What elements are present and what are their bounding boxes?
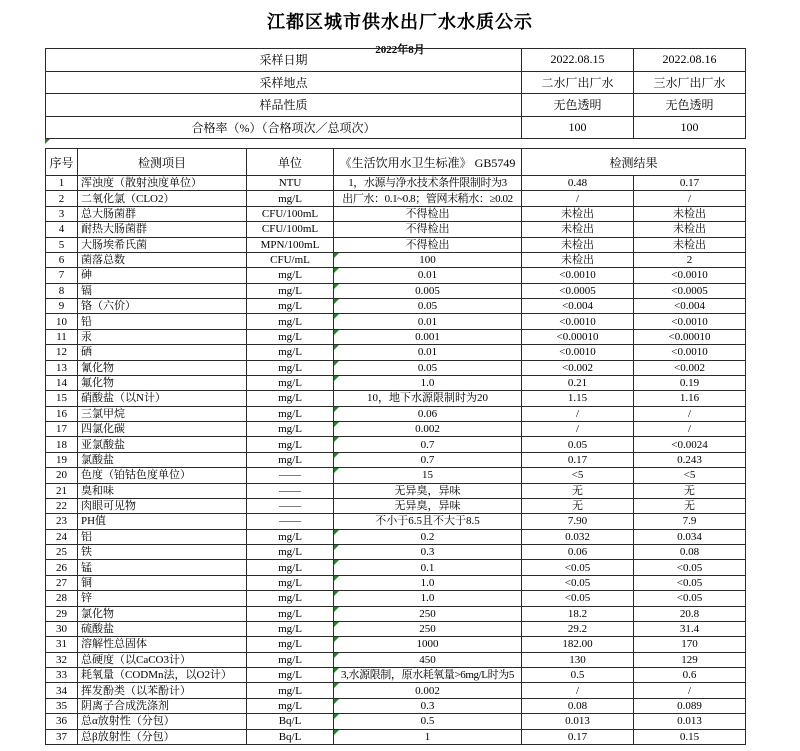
- sampling-summary-table: [45, 48, 746, 139]
- summary-value-plant2: 无色透明: [522, 94, 634, 117]
- unit: mg/L: [247, 375, 334, 390]
- test-item: 氰化物: [78, 360, 247, 375]
- test-item: 耗氧量（CODMn法，以O2计）: [78, 668, 247, 683]
- table-row: [46, 483, 746, 498]
- unit: ——: [247, 498, 334, 513]
- table-row: [46, 498, 746, 513]
- test-item: 铜: [78, 575, 247, 590]
- header-index: 序号: [46, 149, 78, 176]
- unit: ——: [247, 468, 334, 483]
- unit: mg/L: [247, 575, 334, 590]
- standard-limit: 3,水源限制，原水耗氧量>6mg/L时为5: [334, 668, 522, 683]
- summary-value-plant3: 无色透明: [634, 94, 746, 117]
- unit: Bq/L: [247, 729, 334, 744]
- unit: mg/L: [247, 422, 334, 437]
- summary-row: [46, 94, 746, 117]
- standard-limit: 0.005: [334, 283, 522, 298]
- result-plant2: <0.0010: [522, 345, 634, 360]
- result-plant2: 0.06: [522, 545, 634, 560]
- result-plant2: 0.08: [522, 698, 634, 713]
- standard-limit: 15: [334, 468, 522, 483]
- unit: mg/L: [247, 529, 334, 544]
- standard-limit: 不小于6.5且不大于8.5: [334, 514, 522, 529]
- result-plant2: 无: [522, 498, 634, 513]
- summary-value-plant2: 100: [522, 116, 634, 139]
- result-plant2: <0.0005: [522, 283, 634, 298]
- result-plant3: /: [634, 422, 746, 437]
- test-item: 铝: [78, 529, 247, 544]
- test-item: 总β放射性（分包）: [78, 729, 247, 744]
- result-plant3: 0.19: [634, 375, 746, 390]
- header-standard: 《生活饮用水卫生标准》 GB5749: [334, 149, 522, 176]
- result-plant2: <0.0010: [522, 314, 634, 329]
- standard-limit: 不得检出: [334, 206, 522, 221]
- result-plant3: <0.0010: [634, 345, 746, 360]
- row-index: 25: [46, 545, 78, 560]
- table-row: [46, 452, 746, 467]
- row-index: 34: [46, 683, 78, 698]
- standard-limit: 250: [334, 621, 522, 636]
- unit: mg/L: [247, 329, 334, 344]
- test-item: 总α放射性（分包）: [78, 714, 247, 729]
- table-row: [46, 252, 746, 267]
- result-plant2: <0.00010: [522, 329, 634, 344]
- test-item: 浑浊度（散射浊度单位）: [78, 176, 247, 191]
- unit: mg/L: [247, 668, 334, 683]
- table-row: [46, 683, 746, 698]
- result-plant2: <0.05: [522, 591, 634, 606]
- test-item: 硫酸盐: [78, 621, 247, 636]
- standard-limit: 0.7: [334, 437, 522, 452]
- result-plant2: 0.5: [522, 668, 634, 683]
- result-plant2: /: [522, 406, 634, 421]
- result-plant3: <5: [634, 468, 746, 483]
- table-row: [46, 329, 746, 344]
- summary-row: [46, 71, 746, 94]
- standard-limit: 0.002: [334, 683, 522, 698]
- unit: CFU/100mL: [247, 222, 334, 237]
- row-index: 10: [46, 314, 78, 329]
- unit: MPN/100mL: [247, 237, 334, 252]
- results-header-row: [46, 149, 746, 176]
- table-row: [46, 206, 746, 221]
- row-index: 24: [46, 529, 78, 544]
- table-row: [46, 606, 746, 621]
- test-item: 汞: [78, 329, 247, 344]
- row-index: 32: [46, 652, 78, 667]
- result-plant3: 无: [634, 498, 746, 513]
- standard-limit: 0.06: [334, 406, 522, 421]
- test-item: 菌落总数: [78, 252, 247, 267]
- unit: mg/L: [247, 268, 334, 283]
- result-plant3: <0.05: [634, 560, 746, 575]
- test-item: 二氧化氯（CLO2）: [78, 191, 247, 206]
- table-row: [46, 391, 746, 406]
- result-plant2: 18.2: [522, 606, 634, 621]
- test-item: 溶解性总固体: [78, 637, 247, 652]
- standard-limit: 不得检出: [334, 222, 522, 237]
- result-plant3: /: [634, 191, 746, 206]
- unit: mg/L: [247, 591, 334, 606]
- test-item: 亚氯酸盐: [78, 437, 247, 452]
- result-plant3: 0.243: [634, 452, 746, 467]
- result-plant2: 未检出: [522, 252, 634, 267]
- row-index: 4: [46, 222, 78, 237]
- result-plant2: /: [522, 683, 634, 698]
- unit: mg/L: [247, 299, 334, 314]
- table-row: [46, 345, 746, 360]
- result-plant2: /: [522, 422, 634, 437]
- table-row: [46, 714, 746, 729]
- result-plant2: <0.002: [522, 360, 634, 375]
- row-index: 3: [46, 206, 78, 221]
- summary-label: 采样地点: [46, 71, 522, 94]
- unit: CFU/100mL: [247, 206, 334, 221]
- test-item: 大肠埃希氏菌: [78, 237, 247, 252]
- row-index: 12: [46, 345, 78, 360]
- test-item: 阴离子合成洗涤剂: [78, 698, 247, 713]
- standard-limit: 0.3: [334, 698, 522, 713]
- standard-limit: 0.01: [334, 268, 522, 283]
- result-plant3: 未检出: [634, 222, 746, 237]
- unit: mg/L: [247, 452, 334, 467]
- result-plant2: 0.48: [522, 176, 634, 191]
- unit: ——: [247, 514, 334, 529]
- result-plant2: <0.05: [522, 560, 634, 575]
- test-results-table: [45, 148, 746, 745]
- result-plant2: <0.004: [522, 299, 634, 314]
- summary-label: 合格率（%）（合格项次／总项次）: [46, 116, 522, 139]
- table-row: [46, 529, 746, 544]
- row-index: 16: [46, 406, 78, 421]
- table-row: [46, 222, 746, 237]
- result-plant3: 0.013: [634, 714, 746, 729]
- standard-limit: 0.01: [334, 345, 522, 360]
- result-plant3: /: [634, 406, 746, 421]
- standard-limit: 1.0: [334, 375, 522, 390]
- test-item: 肉眼可见物: [78, 498, 247, 513]
- row-index: 9: [46, 299, 78, 314]
- summary-row: [46, 116, 746, 139]
- table-row: [46, 437, 746, 452]
- result-plant2: 0.21: [522, 375, 634, 390]
- table-row: [46, 652, 746, 667]
- result-plant2: 0.013: [522, 714, 634, 729]
- row-index: 33: [46, 668, 78, 683]
- row-index: 20: [46, 468, 78, 483]
- row-index: 5: [46, 237, 78, 252]
- summary-label: 样品性质: [46, 94, 522, 117]
- test-item: 色度（铂钴色度单位）: [78, 468, 247, 483]
- unit: mg/L: [247, 652, 334, 667]
- result-plant3: 2: [634, 252, 746, 267]
- test-item: 三氯甲烷: [78, 406, 247, 421]
- unit: Bq/L: [247, 714, 334, 729]
- table-row: [46, 406, 746, 421]
- standard-limit: 无异臭，异味: [334, 483, 522, 498]
- row-index: 2: [46, 191, 78, 206]
- standard-limit: 不得检出: [334, 237, 522, 252]
- standard-limit: 100: [334, 252, 522, 267]
- standard-limit: 10，地下水源限制时为20: [334, 391, 522, 406]
- result-plant3: 20.8: [634, 606, 746, 621]
- result-plant2: 0.05: [522, 437, 634, 452]
- result-plant3: 0.089: [634, 698, 746, 713]
- unit: NTU: [247, 176, 334, 191]
- result-plant3: <0.05: [634, 591, 746, 606]
- result-plant3: <0.002: [634, 360, 746, 375]
- header-item: 检测项目: [78, 149, 247, 176]
- table-row: [46, 360, 746, 375]
- unit: CFU/mL: [247, 252, 334, 267]
- result-plant3: 0.15: [634, 729, 746, 744]
- test-item: 铅: [78, 314, 247, 329]
- standard-limit: 0.05: [334, 299, 522, 314]
- test-item: 四氯化碳: [78, 422, 247, 437]
- row-index: 23: [46, 514, 78, 529]
- row-index: 17: [46, 422, 78, 437]
- table-row: [46, 560, 746, 575]
- row-index: 36: [46, 714, 78, 729]
- standard-limit: 0.01: [334, 314, 522, 329]
- result-plant3: 31.4: [634, 621, 746, 636]
- standard-limit: 0.7: [334, 452, 522, 467]
- result-plant2: 130: [522, 652, 634, 667]
- unit: mg/L: [247, 637, 334, 652]
- test-item: 氯酸盐: [78, 452, 247, 467]
- result-plant3: 1.16: [634, 391, 746, 406]
- result-plant2: 182.00: [522, 637, 634, 652]
- standard-limit: 0.5: [334, 714, 522, 729]
- result-plant2: 0.17: [522, 452, 634, 467]
- row-index: 35: [46, 698, 78, 713]
- test-item: 总硬度（以CaCO3计）: [78, 652, 247, 667]
- table-row: [46, 299, 746, 314]
- standard-limit: 无异臭，异味: [334, 498, 522, 513]
- result-plant3: <0.00010: [634, 329, 746, 344]
- unit: ——: [247, 483, 334, 498]
- result-plant3: 170: [634, 637, 746, 652]
- standard-limit: 1，水源与净水技术条件限制时为3: [334, 176, 522, 191]
- table-row: [46, 514, 746, 529]
- test-item: 硒: [78, 345, 247, 360]
- result-plant3: 0.17: [634, 176, 746, 191]
- unit: mg/L: [247, 391, 334, 406]
- test-item: 臭和味: [78, 483, 247, 498]
- test-item: 锰: [78, 560, 247, 575]
- table-row: [46, 314, 746, 329]
- test-item: 硝酸盐（以N计）: [78, 391, 247, 406]
- row-index: 30: [46, 621, 78, 636]
- result-plant3: <0.0024: [634, 437, 746, 452]
- row-index: 14: [46, 375, 78, 390]
- standard-limit: 250: [334, 606, 522, 621]
- row-index: 6: [46, 252, 78, 267]
- summary-value-plant2: 二水厂出厂水: [522, 71, 634, 94]
- table-row: [46, 237, 746, 252]
- table-row: [46, 575, 746, 590]
- table-row: [46, 668, 746, 683]
- result-plant2: 29.2: [522, 621, 634, 636]
- table-row: [46, 268, 746, 283]
- report-month: 2022年8月: [375, 44, 425, 56]
- row-index: 26: [46, 560, 78, 575]
- row-index: 27: [46, 575, 78, 590]
- result-plant2: 无: [522, 483, 634, 498]
- standard-limit: 1: [334, 729, 522, 744]
- standard-limit: 1.0: [334, 575, 522, 590]
- result-plant2: 1.15: [522, 391, 634, 406]
- table-row: [46, 422, 746, 437]
- result-plant2: 0.17: [522, 729, 634, 744]
- standard-limit: 450: [334, 652, 522, 667]
- unit: mg/L: [247, 345, 334, 360]
- unit: mg/L: [247, 314, 334, 329]
- standard-limit: 1000: [334, 637, 522, 652]
- standard-limit: 0.002: [334, 422, 522, 437]
- unit: mg/L: [247, 406, 334, 421]
- row-index: 19: [46, 452, 78, 467]
- result-plant3: <0.0010: [634, 268, 746, 283]
- unit: mg/L: [247, 360, 334, 375]
- test-item: 锌: [78, 591, 247, 606]
- table-row: [46, 637, 746, 652]
- row-index: 8: [46, 283, 78, 298]
- result-plant3: /: [634, 683, 746, 698]
- result-plant3: 0.08: [634, 545, 746, 560]
- table-row: [46, 283, 746, 298]
- test-item: 铬（六价）: [78, 299, 247, 314]
- results-table-body: [46, 149, 746, 745]
- unit: mg/L: [247, 606, 334, 621]
- row-index: 11: [46, 329, 78, 344]
- standard-limit: 出厂水：0.1~0.8；管网末稍水：≥0.02: [334, 191, 522, 206]
- unit: mg/L: [247, 683, 334, 698]
- test-item: 总大肠菌群: [78, 206, 247, 221]
- table-row: [46, 375, 746, 390]
- table-row: [46, 729, 746, 744]
- result-plant3: 7.9: [634, 514, 746, 529]
- standard-limit: 0.001: [334, 329, 522, 344]
- header-result: 检测结果: [522, 149, 746, 176]
- test-item: PH值: [78, 514, 247, 529]
- excel-flag-icon: [45, 139, 50, 144]
- table-row: [46, 698, 746, 713]
- summary-label: 采样日期: [46, 49, 522, 72]
- result-plant3: <0.004: [634, 299, 746, 314]
- summary-row: [46, 49, 746, 72]
- row-index: 28: [46, 591, 78, 606]
- unit: mg/L: [247, 191, 334, 206]
- test-item: 镉: [78, 283, 247, 298]
- summary-value-plant3: 2022.08.16: [634, 49, 746, 72]
- table-row: [46, 176, 746, 191]
- standard-limit: 0.3: [334, 545, 522, 560]
- result-plant3: <0.0005: [634, 283, 746, 298]
- row-index: 18: [46, 437, 78, 452]
- result-plant3: 未检出: [634, 206, 746, 221]
- result-plant2: 7.90: [522, 514, 634, 529]
- row-index: 13: [46, 360, 78, 375]
- result-plant3: 129: [634, 652, 746, 667]
- row-index: 7: [46, 268, 78, 283]
- row-index: 21: [46, 483, 78, 498]
- result-plant3: 0.034: [634, 529, 746, 544]
- row-index: 31: [46, 637, 78, 652]
- result-plant2: 0.032: [522, 529, 634, 544]
- unit: mg/L: [247, 545, 334, 560]
- result-plant3: 无: [634, 483, 746, 498]
- summary-table-body: [46, 49, 746, 139]
- test-item: 砷: [78, 268, 247, 283]
- row-index: 15: [46, 391, 78, 406]
- result-plant2: <0.0010: [522, 268, 634, 283]
- test-item: 耐热大肠菌群: [78, 222, 247, 237]
- test-item: 挥发酚类（以苯酚计）: [78, 683, 247, 698]
- table-row: [46, 191, 746, 206]
- page-title: 江都区城市供水出厂水水质公示: [267, 12, 533, 32]
- table-row: [46, 591, 746, 606]
- table-row: [46, 468, 746, 483]
- result-plant2: <0.05: [522, 575, 634, 590]
- result-plant3: <0.0010: [634, 314, 746, 329]
- unit: mg/L: [247, 560, 334, 575]
- result-plant2: /: [522, 191, 634, 206]
- result-plant3: 0.6: [634, 668, 746, 683]
- row-index: 29: [46, 606, 78, 621]
- result-plant2: <5: [522, 468, 634, 483]
- header-unit: 单位: [247, 149, 334, 176]
- test-item: 氯化物: [78, 606, 247, 621]
- unit: mg/L: [247, 437, 334, 452]
- row-index: 1: [46, 176, 78, 191]
- standard-limit: 0.05: [334, 360, 522, 375]
- row-index: 37: [46, 729, 78, 744]
- result-plant2: 未检出: [522, 206, 634, 221]
- table-row: [46, 545, 746, 560]
- unit: mg/L: [247, 698, 334, 713]
- result-plant2: 未检出: [522, 237, 634, 252]
- result-plant3: 未检出: [634, 237, 746, 252]
- standard-limit: 1.0: [334, 591, 522, 606]
- result-plant2: 未检出: [522, 222, 634, 237]
- unit: mg/L: [247, 283, 334, 298]
- standard-limit: 0.1: [334, 560, 522, 575]
- test-item: 氟化物: [78, 375, 247, 390]
- summary-value-plant3: 100: [634, 116, 746, 139]
- standard-limit: 0.2: [334, 529, 522, 544]
- row-index: 22: [46, 498, 78, 513]
- table-row: [46, 621, 746, 636]
- test-item: 铁: [78, 545, 247, 560]
- summary-value-plant2: 2022.08.15: [522, 49, 634, 72]
- unit: mg/L: [247, 621, 334, 636]
- result-plant3: <0.05: [634, 575, 746, 590]
- summary-value-plant3: 三水厂出厂水: [634, 71, 746, 94]
